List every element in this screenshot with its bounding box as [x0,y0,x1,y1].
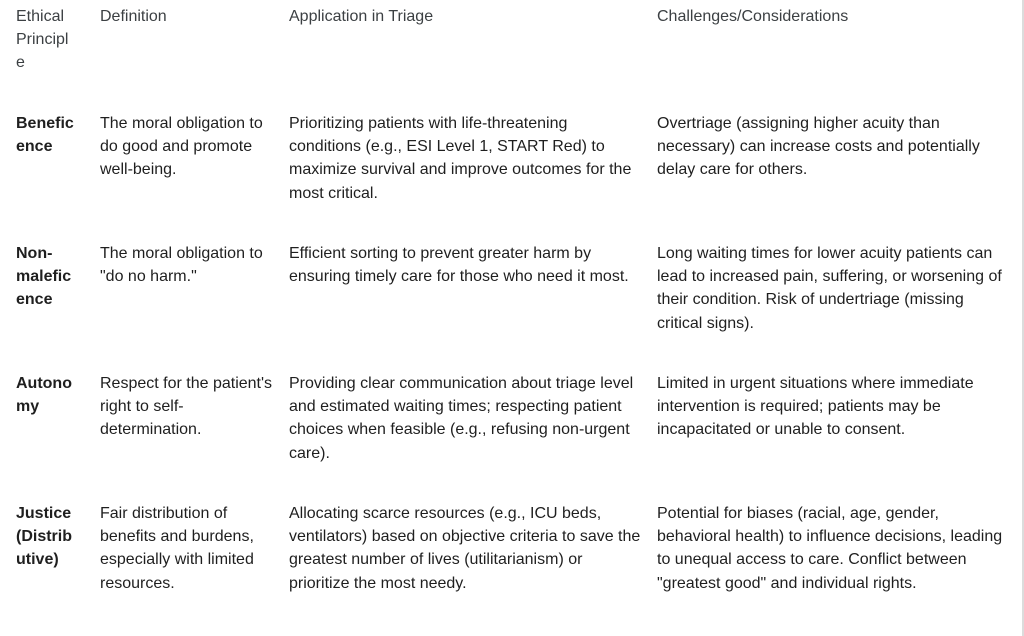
table-header [0,0,1022,107]
definition-cell: The moral obligation to do good and promote well-being. [100,115,263,179]
table-row [0,497,1022,632]
table-row [0,237,1022,367]
principle-cell: Justice (Distributive) [16,505,72,569]
application-cell: Allocating scarce resources (e.g., ICU beds, ventilators) based on objective criteria to save the greatest number of lives (utilitarianism) or prioritize the most needy. [289,505,641,592]
table-row [0,107,1022,237]
definition-cell: Respect for the patient's right to self-determination. [100,375,273,439]
header-application: Application in Triage [289,8,434,25]
challenges-cell: Limited in urgent situations where immediate intervention is required; patients may be incapacitated or unable to consent. [657,375,974,439]
header-definition: Definition [100,8,167,25]
table-body [0,107,1022,632]
challenges-cell: Potential for biases (racial, age, gender, behavioral health) to influence decisions, leading to unequal access to care. Conflict between "greatest good" and individual rights. [657,505,1003,592]
table-row [0,367,1022,497]
challenges-cell: Overtriage (assigning higher acuity than necessary) can increase costs and potentially delay care for others. [657,115,980,179]
definition-cell: The moral obligation to "do no harm." [100,245,263,286]
principle-cell: Autonomy [16,375,72,416]
header-row [0,0,1022,107]
principle-cell: Non-maleficence [16,245,72,309]
application-cell: Efficient sorting to prevent greater harm by ensuring timely care for those who need it most. [289,245,629,286]
application-cell: Prioritizing patients with life-threatening conditions (e.g., ESI Level 1, START Red) to maximize survival and improve outcomes for the most critical. [289,115,632,202]
header-challenges: Challenges/Considerations [657,8,849,25]
definition-cell: Fair distribution of benefits and burdens, especially with limited resources. [100,505,254,592]
challenges-cell: Long waiting times for lower acuity patients can lead to increased pain, suffering, or worsening of their condition. Risk of undertriage (missing critical signs). [657,245,1002,332]
application-cell: Providing clear communication about triage level and estimated waiting times; respecting patient choices when feasible (e.g., refusing non-urgent care). [289,375,634,462]
principle-cell: Beneficence [16,115,74,156]
header-principle: Ethical Principle [16,8,69,72]
